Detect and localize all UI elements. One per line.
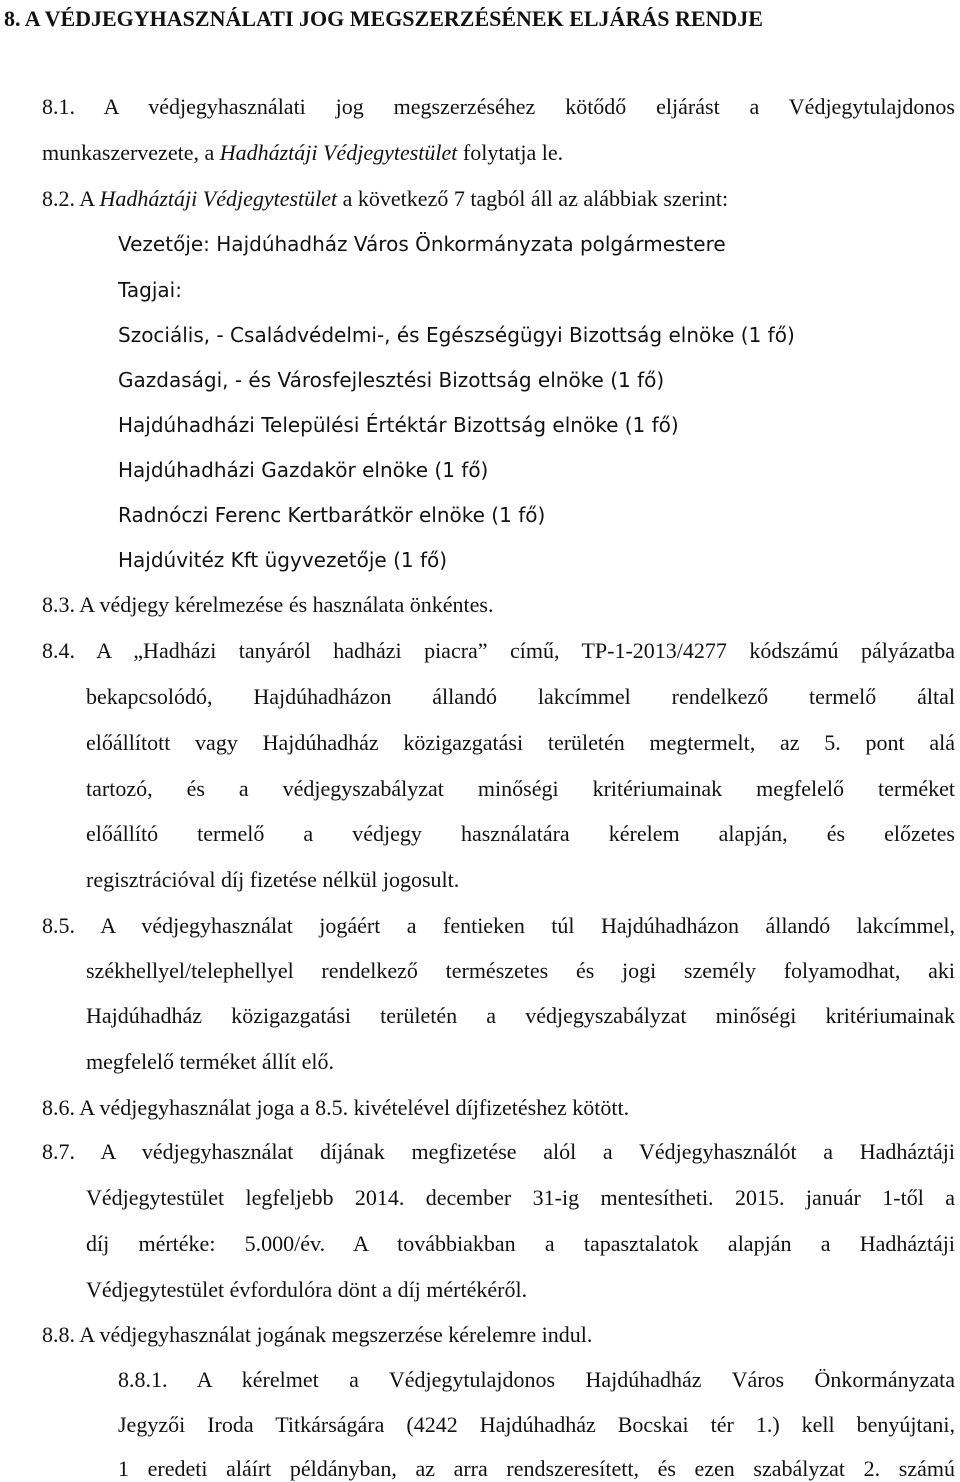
s86-text: A védjegyhasználat joga a 8.5. kivételével díjfizetéshez kötött. <box>79 1095 630 1120</box>
section-heading: 8. A VÉDJEGYHASZNÁLATI JOG MEGSZERZÉSÉNEK ELJÁRÁS RENDJE <box>4 6 763 31</box>
s881-number: 8.8.1. <box>118 1367 168 1392</box>
s87-line-1 <box>42 1139 955 1165</box>
s84-line-1 <box>42 638 955 664</box>
s82-member-1: Szociális, - Családvédelmi-, és Egészségügyi Bizottság elnöke (1 fő) <box>118 323 795 347</box>
s82-line-1 <box>42 186 728 212</box>
s82-member-3: Hajdúhadházi Települési Értéktár Bizottság elnöke (1 fő) <box>118 413 679 437</box>
s86-line <box>42 1095 629 1121</box>
s85-text-1: A védjegyhasználat jogáért a fentieken túl Hajdúhadházon állandó lakcímmel, <box>100 913 955 938</box>
s85-line-3: Hajdúhadház közigazgatási területén a védjegyszabályzat minőségi kritériumainak <box>86 1003 955 1028</box>
s85-line-2: székhellyel/telephellyel rendelkező természetes és jogi személy folyamodhat, aki <box>86 958 955 983</box>
s86-number: 8.6. <box>42 1095 75 1120</box>
s84-text-1: A „Hadházi tanyáról hadházi piacra” című, TP-1-2013/4277 kódszámú pályázatba <box>96 638 955 663</box>
s84-line-6: regisztrációval díj fizetése nélkül jogosult. <box>86 867 460 892</box>
s87-text-1: A védjegyhasználat díjának megfizetése alól a Védjegyhasználót a Hadháztáji <box>100 1139 955 1164</box>
s881-line-3: 1 eredeti aláírt példányban, az arra rendszeresített, és ezen szabályzat 2. számú <box>118 1456 955 1481</box>
s83-line <box>42 592 493 618</box>
s85-line-1 <box>42 913 955 939</box>
s88-text: A védjegyhasználat jogának megszerzése kérelemre indul. <box>79 1322 593 1347</box>
s82-text-1c: a következő 7 tagból áll az alábbiak szerint: <box>337 186 729 211</box>
s84-number: 8.4. <box>42 638 75 663</box>
s84-line-5: előállító termelő a védjegy használatára kérelem alapján, és előzetes <box>86 821 955 846</box>
s85-line-4: megfelelő terméket állít elő. <box>86 1049 335 1074</box>
s87-line-4: Védjegytestület évfordulóra dönt a díj mértékéről. <box>86 1277 528 1302</box>
s81-text-2a: munkaszervezete, a <box>42 140 220 165</box>
s881-line-1 <box>118 1367 955 1393</box>
s83-number: 8.3. <box>42 592 75 617</box>
s82-member-6: Hajdúvitéz Kft ügyvezetője (1 fő) <box>118 548 448 572</box>
s84-line-3: előállított vagy Hajdúhadház közigazgatási területén megtermelt, az 5. pont alá <box>86 730 955 755</box>
s84-line-2: bekapcsolódó, Hajdúhadházon állandó lakcímmel rendelkező termelő által <box>86 684 955 709</box>
s81-text-2b: Hadháztáji Védjegytestület <box>219 140 458 165</box>
s88-line <box>42 1322 592 1348</box>
s82-leader: Vezetője: Hajdúhadház Város Önkormányzata polgármestere <box>118 232 726 256</box>
s881-line-2: Jegyzői Iroda Titkárságára (4242 Hajdúhadház Bocskai tér 1.) kell benyújtani, <box>118 1412 955 1437</box>
s87-number: 8.7. <box>42 1139 75 1164</box>
s88-number: 8.8. <box>42 1322 75 1347</box>
s84-line-4: tartozó, és a védjegyszabályzat minőségi kritériumainak megfelelő terméket <box>86 776 955 801</box>
s87-line-3: díj mértéke: 5.000/év. A továbbiakban a tapasztalatok alapján a Hadháztáji <box>86 1231 955 1256</box>
s82-members-label: Tagjai: <box>118 278 182 302</box>
s83-text: A védjegy kérelmezése és használata önkéntes. <box>79 592 494 617</box>
s82-text-1a: A <box>79 186 100 211</box>
s81-text-2c: folytatja le. <box>457 140 564 165</box>
s85-number: 8.5. <box>42 913 75 938</box>
s82-member-5: Radnóczi Ferenc Kertbarátkör elnöke (1 fő) <box>118 503 546 527</box>
s81-number: 8.1. <box>42 94 75 119</box>
s81-line-1 <box>42 94 955 120</box>
s82-member-4: Hajdúhadházi Gazdakör elnöke (1 fő) <box>118 458 489 482</box>
s87-line-2: Védjegytestület legfeljebb 2014. december 31-ig mentesítheti. 2015. január 1-től a <box>86 1185 955 1210</box>
s81-text-1: A védjegyhasználati jog megszerzéséhez kötődő eljárást a Védjegytulajdonos <box>103 94 955 119</box>
s881-text-1: A kérelmet a Védjegytulajdonos Hajdúhadház Város Önkormányzata <box>196 1367 956 1392</box>
s82-text-1b: Hadháztáji Védjegytestület <box>99 186 338 211</box>
s82-member-2: Gazdasági, - és Városfejlesztési Bizottság elnöke (1 fő) <box>118 368 665 392</box>
s81-line-2 <box>42 140 563 166</box>
s82-number: 8.2. <box>42 186 75 211</box>
